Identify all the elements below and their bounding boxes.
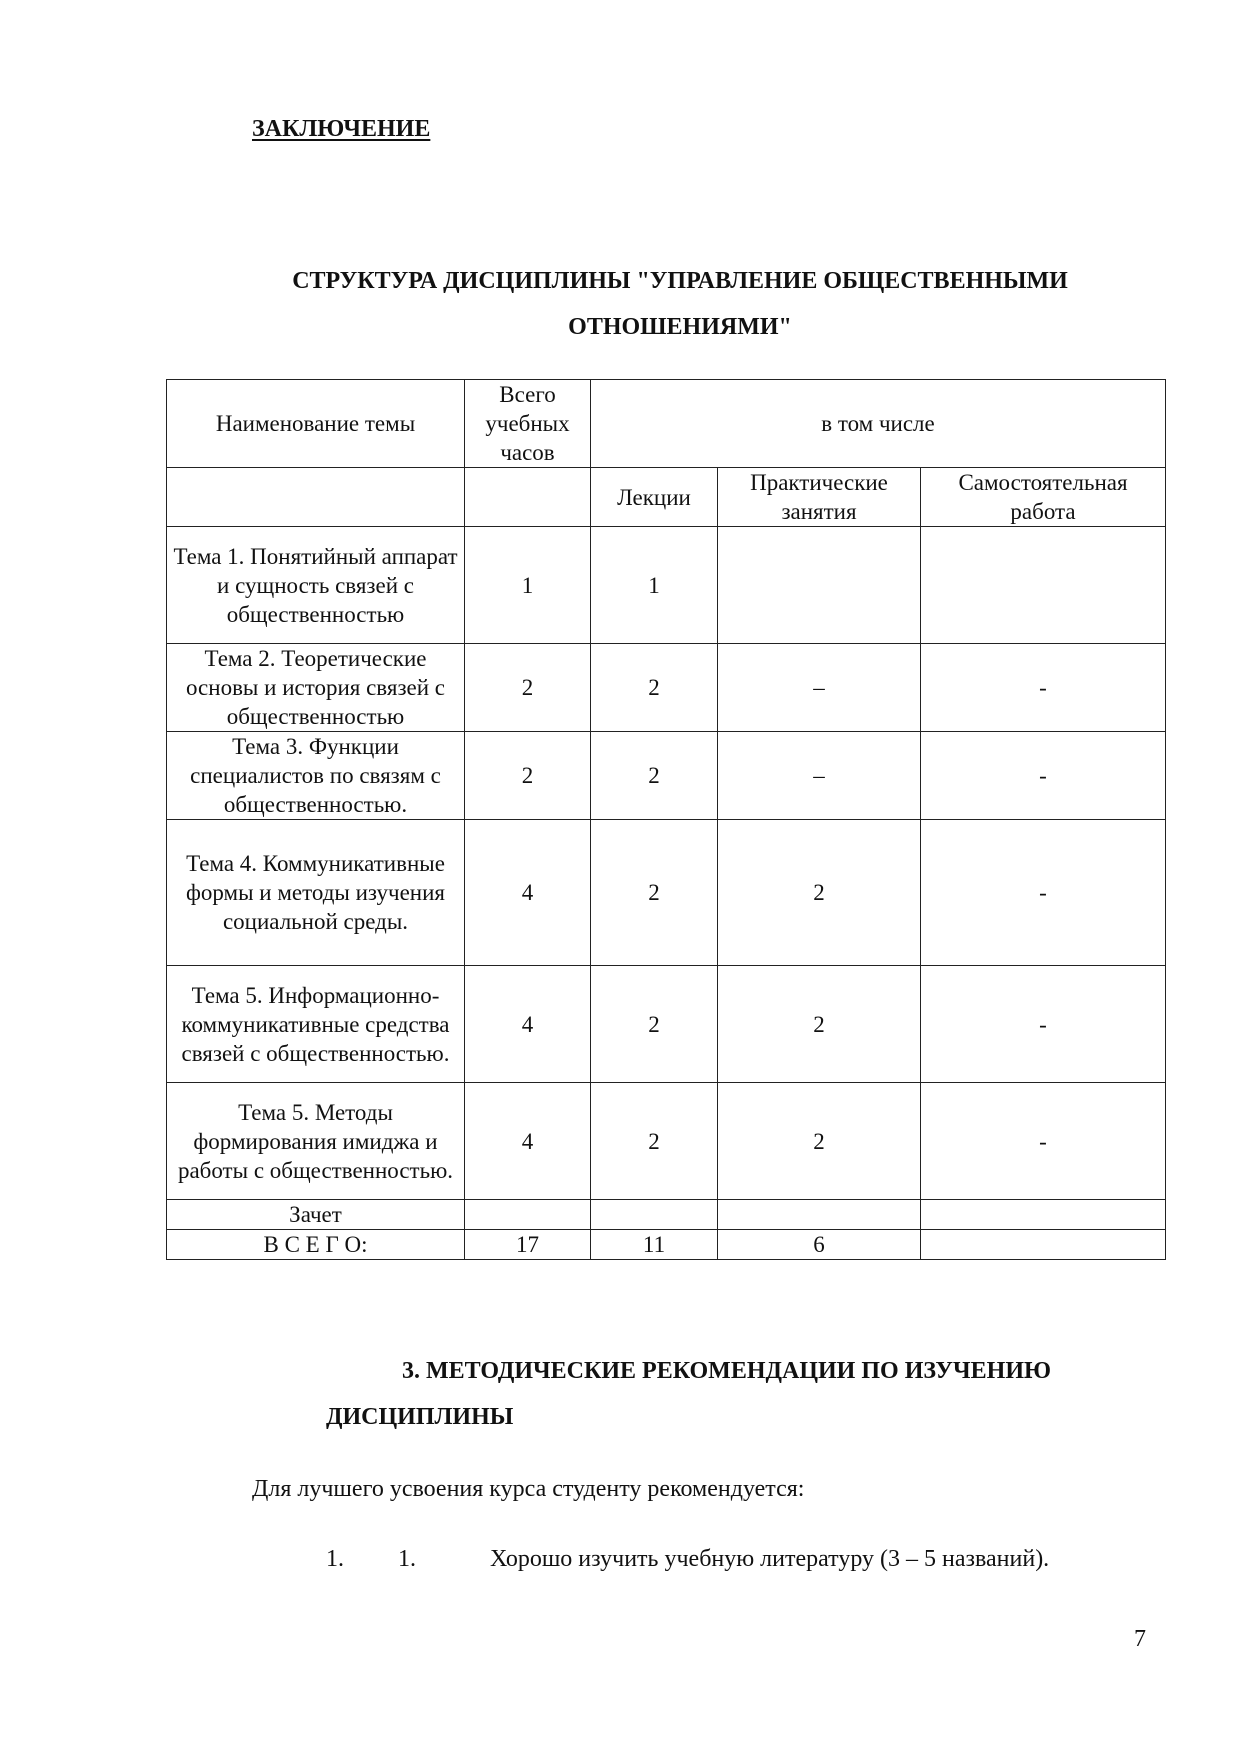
cell-topic: Тема 3. Функции специалистов по связям с общественностью.	[167, 732, 465, 820]
table-row	[167, 527, 1166, 644]
list-item-text: Хорошо изучить учебную литературу (3 – 5 названий).	[490, 1546, 1050, 1572]
cell-practical	[718, 527, 921, 644]
cell-total: 2	[465, 732, 591, 820]
cell-topic: Зачет	[167, 1200, 465, 1230]
cell-practical: 6	[718, 1230, 921, 1260]
table-subheader-row	[167, 468, 1166, 527]
table-row	[167, 732, 1166, 820]
cell-practical	[718, 1200, 921, 1230]
table-row	[167, 644, 1166, 732]
section-3-heading-line-2: ДИСЦИПЛИНЫ	[326, 1404, 514, 1430]
cell-topic: Тема 4. Коммуникативные формы и методы изучения социальной среды.	[167, 820, 465, 966]
table-row-total	[167, 1230, 1166, 1260]
cell-self-work	[921, 1230, 1166, 1260]
cell-self-work: -	[921, 732, 1166, 820]
table-row-credit	[167, 1200, 1166, 1230]
header-including: в том числе	[591, 380, 1166, 468]
structure-title-line-2: ОТНОШЕНИЯМИ"	[568, 314, 792, 340]
structure-title-line-1: СТРУКТУРА ДИСЦИПЛИНЫ "УПРАВЛЕНИЕ ОБЩЕСТВЕННЫМИ	[292, 268, 1068, 294]
intro-paragraph: Для лучшего усвоения курса студенту рекомендуется:	[252, 1476, 805, 1502]
cell-total: 17	[465, 1230, 591, 1260]
cell-self-work: -	[921, 966, 1166, 1083]
header-topic: Наименование темы	[167, 380, 465, 468]
list-item	[0, 1546, 1241, 1580]
cell-topic: Тема 1. Понятийный аппарат и сущность связей с общественностью	[167, 527, 465, 644]
section-3-heading	[326, 1348, 1051, 1440]
cell-practical: 2	[718, 820, 921, 966]
header-total-hours: Всего учебных часов	[465, 380, 591, 468]
structure-title	[200, 258, 1160, 350]
cell-practical: 2	[718, 966, 921, 1083]
discipline-structure-table	[166, 379, 1166, 1260]
cell-practical: –	[718, 644, 921, 732]
conclusion-heading: ЗАКЛЮЧЕНИЕ	[252, 116, 431, 142]
header-self-work: Самостоятельная работа	[921, 468, 1166, 527]
table-row	[167, 1083, 1166, 1200]
header-practical: Практические занятия	[718, 468, 921, 527]
cell-lectures: 2	[591, 1083, 718, 1200]
cell-practical: –	[718, 732, 921, 820]
cell-lectures: 2	[591, 820, 718, 966]
cell-self-work: -	[921, 644, 1166, 732]
cell-self-work: -	[921, 1083, 1166, 1200]
subheader-empty-cell	[167, 468, 465, 527]
cell-total: 2	[465, 644, 591, 732]
cell-lectures: 11	[591, 1230, 718, 1260]
cell-total: 4	[465, 1083, 591, 1200]
table-header-row	[167, 380, 1166, 468]
cell-lectures: 1	[591, 527, 718, 644]
cell-topic: В С Е Г О:	[167, 1230, 465, 1260]
cell-topic: Тема 2. Теоретические основы и история связей с общественностью	[167, 644, 465, 732]
page-number: 7	[1134, 1626, 1146, 1652]
cell-lectures: 2	[591, 644, 718, 732]
cell-lectures	[591, 1200, 718, 1230]
cell-topic: Тема 5. Методы формирования имиджа и работы с общественностью.	[167, 1083, 465, 1200]
cell-total: 1	[465, 527, 591, 644]
subheader-empty-cell	[465, 468, 591, 527]
cell-self-work	[921, 527, 1166, 644]
cell-lectures: 2	[591, 732, 718, 820]
cell-self-work	[921, 1200, 1166, 1230]
list-outer-number: 1.	[326, 1546, 344, 1572]
cell-self-work: -	[921, 820, 1166, 966]
cell-total	[465, 1200, 591, 1230]
cell-practical: 2	[718, 1083, 921, 1200]
header-lectures: Лекции	[591, 468, 718, 527]
table-row	[167, 966, 1166, 1083]
section-3-heading-line-1: 3. МЕТОДИЧЕСКИЕ РЕКОМЕНДАЦИИ ПО ИЗУЧЕНИЮ	[402, 1358, 1052, 1384]
table-row	[167, 820, 1166, 966]
cell-topic: Тема 5. Информационно-коммуникативные средства связей с общественностью.	[167, 966, 465, 1083]
list-inner-number: 1.	[398, 1546, 416, 1572]
cell-total: 4	[465, 966, 591, 1083]
cell-total: 4	[465, 820, 591, 966]
cell-lectures: 2	[591, 966, 718, 1083]
